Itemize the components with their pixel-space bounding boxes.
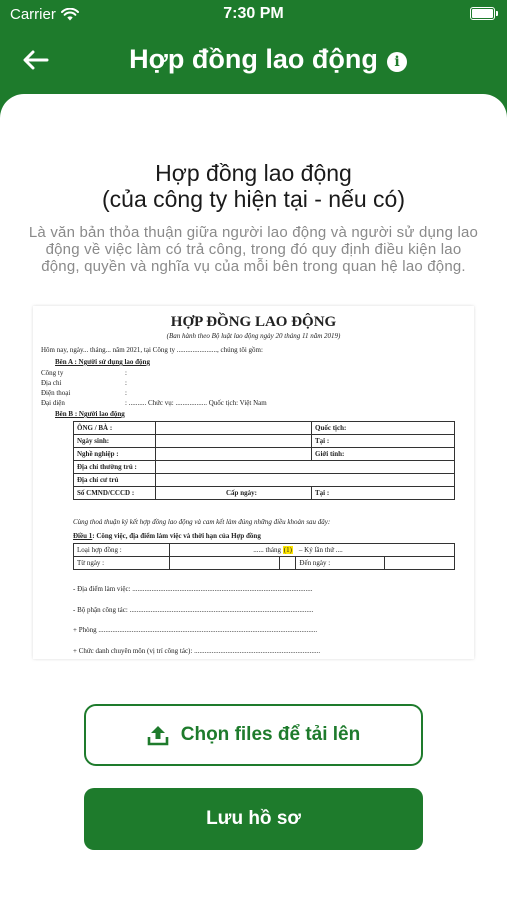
doc-detail-line: - Bộ phận công tác: ......................................................................................................... xyxy=(73,606,314,614)
table-row xyxy=(74,422,455,435)
document-title-line2: (của công ty hiện tại - nếu có) xyxy=(102,186,405,212)
table-row xyxy=(74,448,455,461)
doc-party-b-table xyxy=(73,421,455,500)
table-cell: Cấp ngày: xyxy=(156,487,312,500)
info-icon[interactable] xyxy=(387,52,407,72)
doc-detail-line: + Phòng ............................................................................................................................. xyxy=(73,626,318,634)
table-row xyxy=(74,461,455,474)
table-cell: Giới tính: xyxy=(312,448,455,461)
upload-files-button[interactable] xyxy=(84,704,423,766)
doc-article-1-title: : Công việc, địa điểm làm việc và thời hạn của Hợp đồng xyxy=(92,532,261,540)
footnote-marker: (1) xyxy=(283,546,292,554)
table-cell: Loại hợp đồng : xyxy=(74,544,170,557)
save-profile-button[interactable]: Lưu hồ sơ xyxy=(84,788,423,850)
table-cell: Địa chỉ thường trú : xyxy=(74,461,156,474)
content-card xyxy=(0,94,507,900)
table-cell: – Ký lần thứ .... xyxy=(296,544,455,557)
table-cell: Quốc tịch: xyxy=(312,422,455,435)
table-cell xyxy=(170,544,296,557)
doc-field: Công ty xyxy=(41,369,64,377)
doc-contract-table xyxy=(73,543,455,570)
doc-party-b-heading: Bên B : Người lao động xyxy=(55,410,125,418)
carrier-label: Carrier xyxy=(10,6,56,23)
table-cell xyxy=(156,435,312,448)
document-title xyxy=(20,160,487,212)
doc-party-a-heading: Bên A : Người sử dụng lao động xyxy=(55,358,150,366)
status-time: 7:30 PM xyxy=(223,5,284,22)
table-cell: Địa chỉ cư trú xyxy=(74,474,156,487)
table-row xyxy=(74,474,455,487)
table-cell xyxy=(156,461,455,474)
table-cell: ÔNG / BÀ : xyxy=(74,422,156,435)
doc-article-1 xyxy=(73,532,261,540)
table-cell: Từ ngày : xyxy=(74,557,170,570)
doc-intro: Hôm nay, ngày... tháng... năm 2021, tại Công ty ......................., chúng tôi gồm: xyxy=(41,346,263,354)
doc-detail-line: - Địa điểm làm việc: ....................................................................................................... xyxy=(73,585,313,593)
document-description: Là văn bản thỏa thuận giữa người lao động và người sử dụng lao động về việc làm có trả công, trong đó quy định điều kiện lao động, quyền và nghĩa vụ của mỗi bên trong quan hệ lao động. xyxy=(28,224,479,275)
doc-agreement: Cùng thoả thuận ký kết hợp đồng lao động và cam kết làm đúng những điều khoản sau đây: xyxy=(73,518,331,526)
nav-bar xyxy=(0,30,507,90)
status-bar xyxy=(0,0,507,28)
info-icon-glyph: i xyxy=(394,54,400,70)
table-row xyxy=(74,557,455,570)
table-cell: Ngày sinh: xyxy=(74,435,156,448)
table-cell xyxy=(156,448,312,461)
table-cell xyxy=(156,422,312,435)
doc-field-colon: : xyxy=(125,379,127,387)
table-cell xyxy=(280,557,296,570)
table-row xyxy=(74,544,455,557)
table-cell xyxy=(385,557,455,570)
table-cell: Tại : xyxy=(312,487,455,500)
doc-field-colon: : xyxy=(125,369,127,377)
battery-icon xyxy=(470,7,495,20)
doc-field: Địa chỉ xyxy=(41,379,62,387)
table-row xyxy=(74,487,455,500)
table-cell: Số CMND/CCCD : xyxy=(74,487,156,500)
doc-field-colon: : xyxy=(125,389,127,397)
table-row xyxy=(74,435,455,448)
doc-subheading: (Ban hành theo Bộ luật lao động ngày 20 tháng 11 năm 2019) xyxy=(166,332,341,340)
table-cell: Tại : xyxy=(312,435,455,448)
upload-icon xyxy=(147,724,169,746)
upload-files-label: Chọn files để tải lên xyxy=(180,724,361,745)
doc-detail-line: + Chức danh chuyên môn (vị trí công tác): ........................................................................ xyxy=(73,647,321,655)
table-cell xyxy=(170,557,280,570)
table-cell-text: ...... tháng xyxy=(253,546,281,554)
table-cell xyxy=(156,474,455,487)
doc-field: Đại diện xyxy=(41,399,65,407)
doc-heading: HỢP ĐỒNG LAO ĐỘNG xyxy=(170,314,337,330)
document-sample-image xyxy=(33,306,474,659)
page-title: Hợp đồng lao động xyxy=(129,44,378,74)
doc-field: Điện thoại xyxy=(41,389,71,397)
document-title-line1: Hợp đồng lao động xyxy=(155,160,352,186)
doc-article-1-label: Điều 1 xyxy=(73,532,93,540)
table-cell: Đến ngày : xyxy=(296,557,385,570)
doc-rep-line: : .......... Chức vụ: .................. Quốc tịch: Việt Nam xyxy=(125,399,267,407)
table-cell: Nghề nghiệp : xyxy=(74,448,156,461)
